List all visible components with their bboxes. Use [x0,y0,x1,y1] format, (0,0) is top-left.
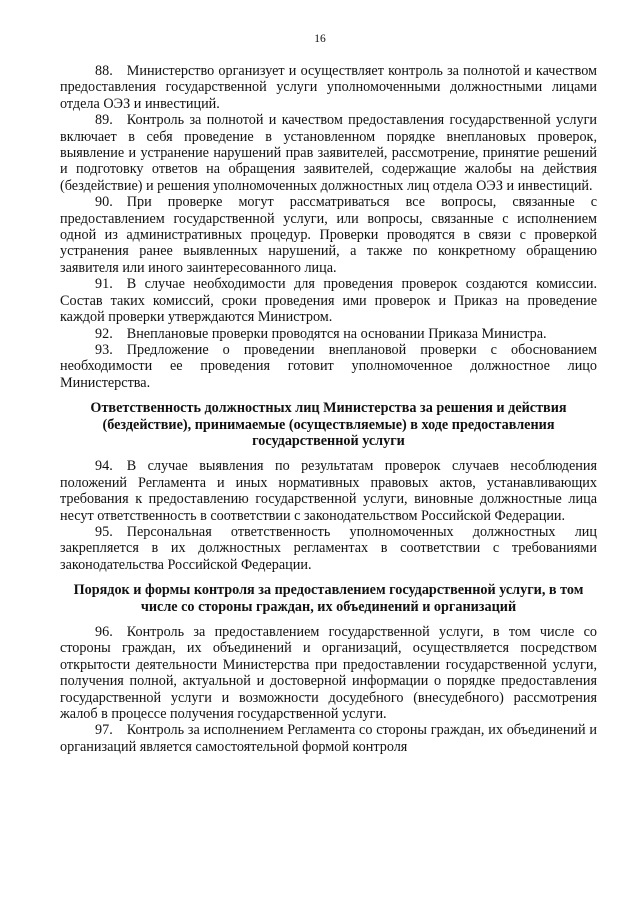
paragraph-text: В случае выявления по результатам проверок случаев несоблюдения положений Регламента и иных нормативных правовых актов, устанавливающих требования к предоставлению государственной услуги, виновные должностные лица несут ответственность в соответствии с законодательством Российской Федерации. [60,458,597,524]
paragraph-93 [60,342,597,391]
paragraph-number: 89. [95,112,113,129]
section-heading-control-forms: Порядок и формы контроля за предоставлением государственной услуги, в том числе со стороны граждан, их объединений и организаций [73,582,584,615]
paragraph-number: 93. [95,341,113,358]
paragraph-text: Контроль за предоставлением государственной услуги, в том числе со стороны граждан, их объединений и организаций, осуществляется посредством открытости деятельности Министерства при предоставлении государственной услуги, получения полной, актуальной и достоверной информации о порядке предоставления государственной услуги и возможности досудебного (внесудебного) рассмотрения жалоб в процессе получения государственной услуги. [60,624,597,723]
paragraph-94 [60,458,597,524]
paragraph-text: При проверке могут рассматриваться все вопросы, связанные с предоставлением государственной услуги, или вопросы, связанные с исполнением одной из административных процедур. Проверки проводятся в связи с проверкой устранения ранее выявленных нарушений, а также по конкретному обращению заявителя или иного заинтересованного лица. [60,194,597,276]
paragraph-92 [60,326,597,342]
paragraph-95 [60,524,597,573]
paragraph-number: 90. [95,194,113,211]
paragraph-number: 95. [95,523,113,540]
paragraph-91 [60,276,597,325]
paragraph-text: Внеплановые проверки проводятся на основании Приказа Министра. [126,325,547,342]
paragraph-90 [60,194,597,276]
paragraph-96 [60,624,597,722]
paragraph-number: 91. [95,276,113,293]
paragraph-97 [60,722,597,755]
paragraph-number: 97. [95,722,113,739]
paragraph-text: Министерство организует и осуществляет контроль за полнотой и качеством предоставления государственной услуги уполномоченными должностными лицами отдела ОЭЗ и инвестиций. [60,63,597,112]
paragraph-text: Персональная ответственность уполномоченных должностных лиц закрепляется в их должностных регламентах в соответствии с требованиями законодательства Российской Федерации. [60,523,597,573]
paragraph-text: Контроль за исполнением Регламента со стороны граждан, их объединений и организаций является самостоятельной формой контроля [60,722,597,755]
paragraph-text: В случае необходимости для проведения проверок создаются комиссии. Состав таких комиссий, сроки проведения ими проверок и Приказ на проведение каждой проверки утверждаются Министром. [60,276,597,326]
paragraph-88 [60,63,597,112]
paragraph-text: Контроль за полнотой и качеством предоставления государственной услуги включает в себя проведение в установленном порядке внеплановых проверок, выявление и устранение нарушений прав заявителей, рассмотрение, принятие решений и подготовку ответов на обращения заявителей, содержащие жалобы на действия (бездействие) и решения уполномоченных должностных лиц отдела ОЭЗ и инвестиций. [60,112,597,194]
paragraph-number: 92. [95,325,113,342]
paragraph-number: 94. [95,458,113,475]
paragraph-89 [60,112,597,194]
paragraph-number: 88. [95,63,113,79]
paragraph-text: Предложение о проведении внеплановой проверки с обоснованием необходимости ее проведения готовит уполномоченное должностное лицо Министерства. [60,341,597,391]
section-heading-responsibility: Ответственность должностных лиц Министерства за решения и действия (бездействие), принимаемые (осуществляемые) в ходе предоставления государственной услуги [90,400,567,449]
page-number: 16 [314,33,326,45]
document-body [60,63,597,755]
paragraph-number: 96. [95,624,113,640]
